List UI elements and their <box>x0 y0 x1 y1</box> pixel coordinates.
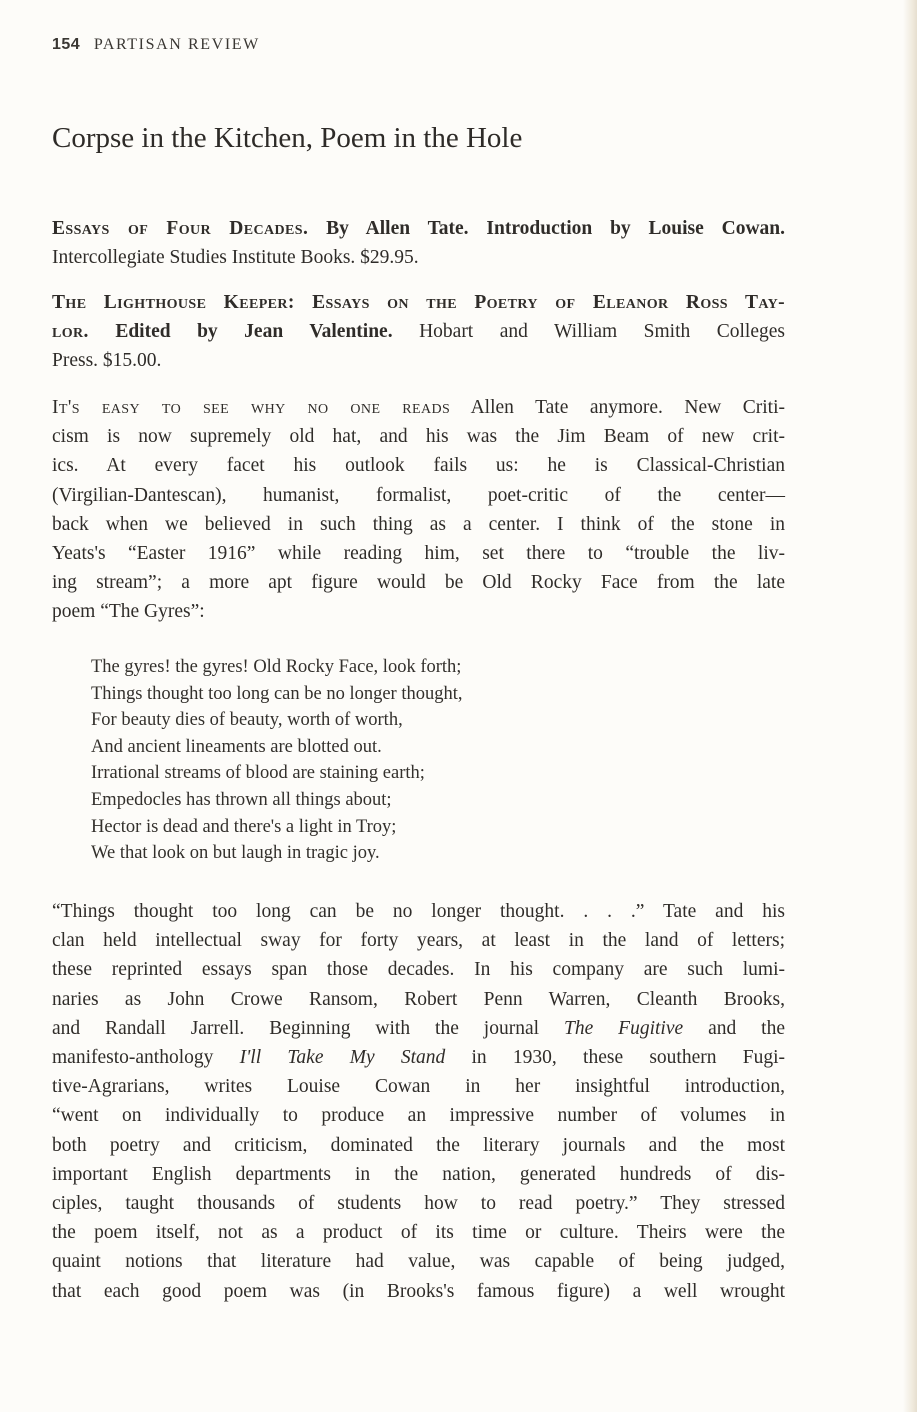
paragraph-line: tive-Agrarians, writes Louise Cowan in her insightful introduction, <box>52 1076 785 1098</box>
paragraph-line: both poetry and criticism, dominated the literary journals and the most <box>52 1134 785 1156</box>
poem-line: And ancient lineaments are blotted out. <box>91 736 382 757</box>
poem-quotation <box>91 654 463 867</box>
paragraph-line: and Randall Jarrell. Beginning with the journal The Fugitive and the <box>52 1017 785 1039</box>
poem-line: Empedocles has thrown all things about; <box>91 789 392 810</box>
paragraph-line: “went on individually to produce an impressive number of volumes in <box>52 1105 785 1127</box>
paragraph-line: It's easy to see why no one reads Allen Tate anymore. New Criti- <box>52 397 785 418</box>
paragraph-line: clan held intellectual sway for forty years, at least in the land of letters; <box>52 930 785 952</box>
paragraph-line: the poem itself, not as a product of its time or culture. Theirs were the <box>52 1222 785 1244</box>
paragraph-line: ics. At every facet his outlook fails us: he is Classical-Christian <box>52 455 785 477</box>
paragraph-line: Yeats's “Easter 1916” while reading him, set there to “trouble the liv- <box>52 543 785 565</box>
citation-2-line-2 <box>52 317 785 346</box>
book-byline: Edited by Jean Valentine. <box>115 321 393 343</box>
book-title-line-2: lor. <box>52 321 89 343</box>
poem-line: Things thought too long can be no longer thought, <box>91 683 463 704</box>
book-title-line-1: The Lighthouse Keeper: Essays on the Poetry of Eleanor Ross Tay- <box>52 292 785 313</box>
journal-name: PARTISAN REVIEW <box>93 36 260 53</box>
paragraph-line: poem “The Gyres”: <box>52 601 205 623</box>
paragraph-line: ciples, taught thousands of students how to read poetry.” They stressed <box>52 1193 785 1215</box>
book-byline: By Allen Tate. Introduction by Louise Cowan. <box>326 218 786 239</box>
paragraph-line: cism is now supremely old hat, and his was the Jim Beam of new crit- <box>52 426 785 448</box>
poem-line: Irrational streams of blood are staining earth; <box>91 763 425 784</box>
body-paragraph-1 <box>52 393 785 627</box>
lead-in-small-caps: It's easy to see why no one reads <box>52 397 451 418</box>
paragraph-line: manifesto-anthology I'll Take My Stand in 1930, these southern Fugi- <box>52 1047 785 1069</box>
body-paragraph-2 <box>52 897 785 1306</box>
paragraph-line: back when we believed in such thing as a center. I think of the stone in <box>52 513 785 535</box>
article-title: Corpse in the Kitchen, Poem in the Hole <box>52 122 523 154</box>
paragraph-line: these reprinted essays span those decades. In his company are such lumi- <box>52 959 785 981</box>
book-title: Essays of Four Decades. <box>52 218 309 239</box>
book-publisher-price: Intercollegiate Studies Institute Books. $29.95. <box>52 247 419 269</box>
paragraph-line: (Virgilian-Dantescan), humanist, formalist, poet-critic of the center— <box>52 484 785 506</box>
book-publisher: Hobart and William Smith Colleges <box>419 321 785 343</box>
poem-line: For beauty dies of beauty, worth of worth, <box>91 710 403 731</box>
running-head <box>52 36 260 54</box>
italic-journal-title: The Fugitive <box>563 1017 684 1039</box>
paragraph-line: important English departments in the nation, generated hundreds of dis- <box>52 1163 785 1185</box>
citation-1-line-1 <box>52 214 785 243</box>
poem-line: Hector is dead and there's a light in Troy; <box>91 816 397 837</box>
paragraph-line: ing stream”; a more apt figure would be Old Rocky Face from the late <box>52 572 785 594</box>
italic-book-title: I'll Take My Stand <box>239 1047 446 1069</box>
poem-line: We that look on but laugh in tragic joy. <box>91 843 380 864</box>
paragraph-line: quaint notions that literature had value, was capable of being judged, <box>52 1251 785 1273</box>
book-publisher-price: Press. $15.00. <box>52 350 162 372</box>
book-citation-2 <box>52 288 785 376</box>
page-edge-shadow <box>903 0 917 1412</box>
paragraph-line: naries as John Crowe Ransom, Robert Penn Warren, Cleanth Brooks, <box>52 988 785 1010</box>
page-number: 154 <box>52 36 81 53</box>
book-citation-1 <box>52 214 785 272</box>
paragraph-line: “Things thought too long can be no longer thought. . . .” Tate and his <box>52 901 785 922</box>
poem-line: The gyres! the gyres! Old Rocky Face, look forth; <box>91 657 462 677</box>
paragraph-line: that each good poem was (in Brooks's famous figure) a well wrought <box>52 1280 785 1302</box>
